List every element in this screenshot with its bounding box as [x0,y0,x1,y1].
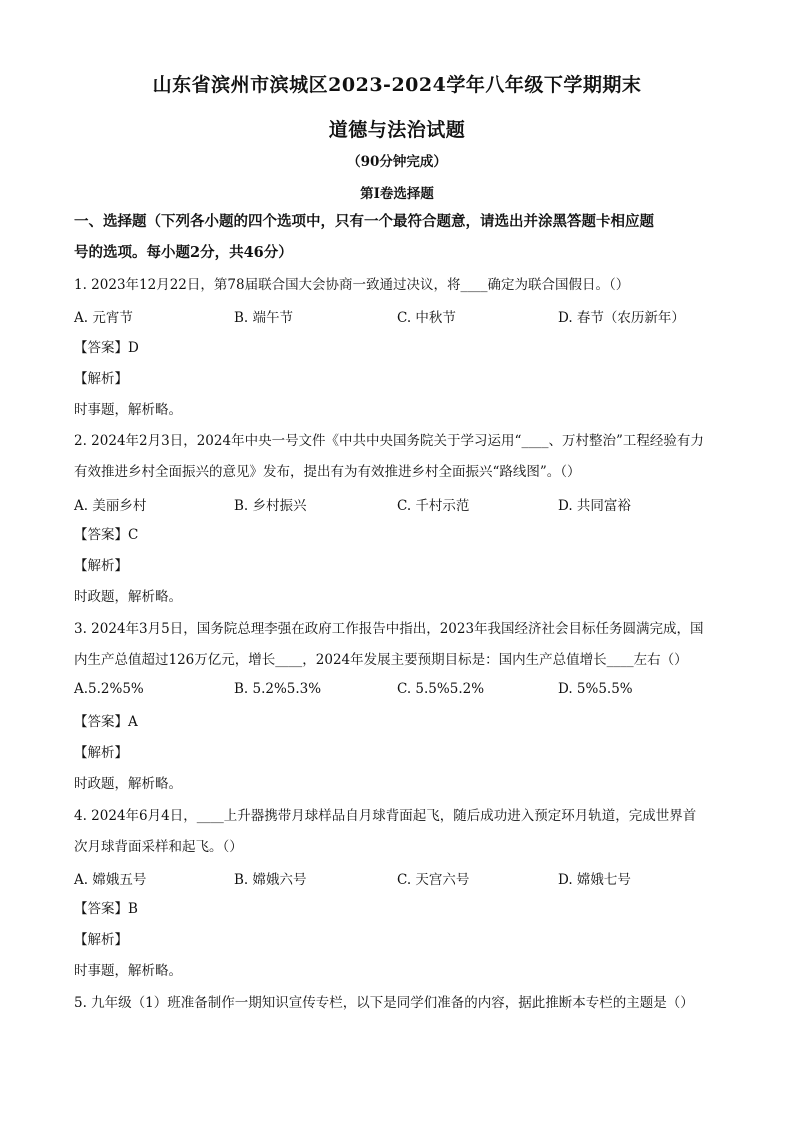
question-4-option-a: A. 嫦娥五号 [74,872,147,888]
question-2-option-a: A. 美丽乡村 [74,498,147,514]
section-instructions-line2: 号的选项。每小题2分，共46分） [74,244,293,261]
question-2-analysis-label: 【解析】 [74,558,128,574]
question-3-option-c: C. 5.5%5.2% [397,681,485,697]
question-4-analysis: 时事题，解析略。 [74,963,182,979]
question-4-analysis-label: 【解析】 [74,932,128,948]
exam-duration: （90分钟完成） [347,154,447,170]
question-4-stem-line1: 4. 2024年6月4日，____上升器携带月球样品自月球背面起飞，随后成功进入预定环月轨道，完成世界首 [74,808,697,824]
question-1-option-a: A. 元宵节 [74,310,133,326]
question-4-answer: 【答案】B [74,901,138,917]
section-instructions-line1: 一、选择题（下列各小题的四个选项中，只有一个最符合题意，请选出并涂黑答题卡相应题 [74,213,654,230]
question-3-analysis: 时政题，解析略。 [74,776,182,792]
question-2-answer: 【答案】C [74,527,139,543]
question-3-analysis-label: 【解析】 [74,745,128,761]
exam-title: 山东省滨州市滨城区2023-2024学年八年级下学期期末 [152,74,642,96]
question-2-option-c: C. 千村示范 [397,498,470,514]
question-2-option-d: D. 共同富裕 [558,498,631,514]
question-1-analysis: 时事题，解析略。 [74,402,182,418]
exam-subject-title: 道德与法治试题 [328,119,466,141]
question-3-answer: 【答案】A [74,714,138,730]
question-3-option-b: B. 5.2%5.3% [234,681,322,697]
question-5-stem: 5. 九年级（1）班准备制作一期知识宣传专栏，以下是同学们准备的内容，据此推断本专栏的主题是（） [74,995,694,1011]
question-3-option-d: D. 5%5.5% [558,681,633,697]
question-1-option-c: C. 中秋节 [397,310,456,326]
question-1-answer: 【答案】D [74,340,139,356]
question-2-stem-line1: 2. 2024年2月3日，2024年中央一号文件《中共中央国务院关于学习运用“____、万村整治”工程经验有力 [74,433,704,449]
question-3-stem-line2: 内生产总值超过126万亿元，增长____，2024年发展主要预期目标是：国内生产总值增长____左右（） [74,652,688,668]
question-3-option-a: A.5.2%5% [74,681,144,697]
question-1-option-d: D. 春节（农历新年） [558,310,685,326]
question-4-option-b: B. 嫦娥六号 [234,872,307,888]
question-2-option-b: B. 乡村振兴 [234,498,307,514]
question-2-analysis: 时政题，解析略。 [74,589,182,605]
question-4-stem-line2: 次月球背面采样和起飞。（） [74,839,243,855]
question-1-stem: 1. 2023年12月22日，第78届联合国大会协商一致通过决议，将____确定为联合国假日。（） [74,277,630,293]
question-4-option-d: D. 嫦娥七号 [558,872,631,888]
question-1-analysis-label: 【解析】 [74,371,128,387]
question-4-option-c: C. 天宫六号 [397,872,470,888]
question-3-stem-line1: 3. 2024年3月5日，国务院总理李强在政府工作报告中指出，2023年我国经济社会目标任务圆满完成，国 [74,621,704,637]
question-2-stem-line2: 有效推进乡村全面振兴的意见》发布，提出有为有效推进乡村全面振兴“路线图”。（） [74,464,581,480]
question-1-option-b: B. 端午节 [234,310,294,326]
part-label: 第Ⅰ卷选择题 [360,186,434,202]
